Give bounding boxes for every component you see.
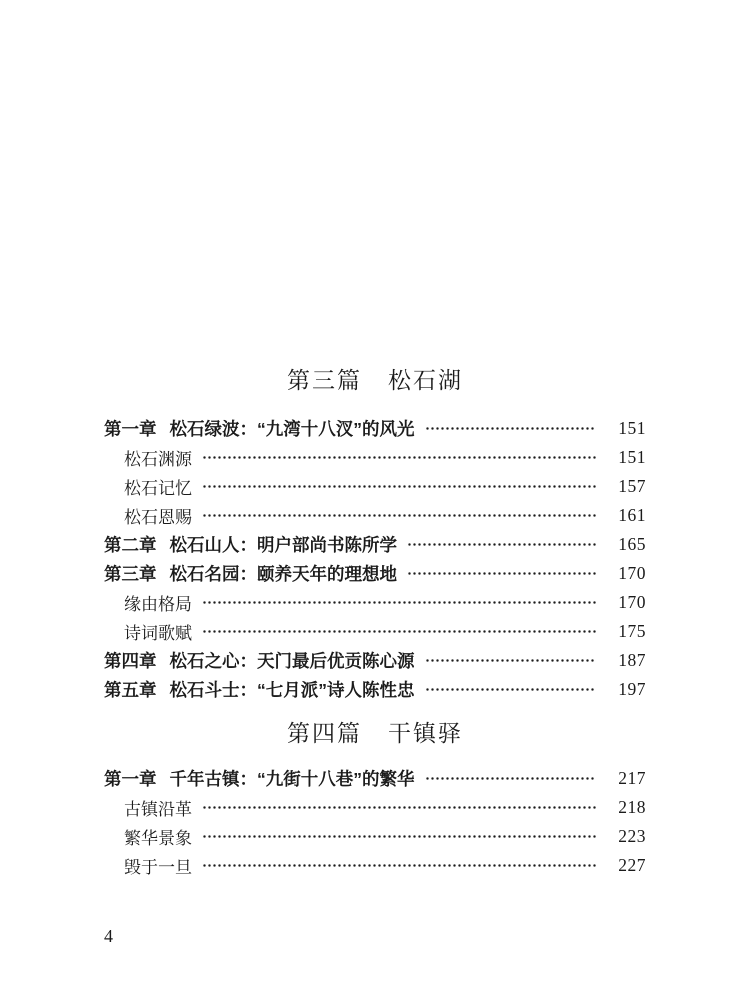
- entry-page-number: 151: [618, 447, 646, 467]
- toc-entry: [104, 764, 646, 793]
- toc-section: [104, 719, 646, 880]
- toc-entry: [104, 501, 646, 530]
- chapter-label: 第四章: [104, 651, 157, 671]
- entry-page-number: 197: [618, 679, 646, 699]
- entry-title: 古镇沿革: [124, 800, 192, 819]
- dot-leader: [202, 851, 596, 880]
- entry-page-number: 217: [618, 768, 646, 788]
- entry-title: 缘由格局: [124, 595, 192, 614]
- entry-list: [104, 414, 646, 704]
- entry-title: 松石渊源: [124, 450, 192, 469]
- dot-leader: [202, 588, 596, 617]
- dot-leader: [425, 764, 597, 793]
- toc-content: [104, 0, 646, 880]
- toc-entry: [104, 559, 646, 588]
- dot-leader: [425, 646, 597, 675]
- entry-page-number: 161: [618, 505, 646, 525]
- chapter-label: 第三章: [104, 564, 157, 584]
- entry-title: 诗词歌赋: [124, 624, 192, 643]
- dot-leader: [202, 793, 596, 822]
- part-heading: [104, 366, 646, 396]
- chapter-label: 第一章: [104, 769, 157, 789]
- part-heading-label: 第四篇: [287, 721, 362, 746]
- dot-leader: [425, 414, 597, 443]
- page-folio: 4: [104, 926, 113, 946]
- dot-leader: [202, 822, 596, 851]
- entry-page-number: 165: [618, 534, 646, 554]
- part-heading-label: 第三篇: [287, 368, 362, 393]
- toc-entry: [104, 675, 646, 704]
- toc-entry: [104, 617, 646, 646]
- dot-leader: [202, 472, 596, 501]
- entry-page-number: 218: [618, 797, 646, 817]
- entry-page-number: 157: [618, 476, 646, 496]
- toc-entry: [104, 530, 646, 559]
- entry-title: 松石绿波：“九湾十八汊”的风光: [169, 419, 415, 439]
- entry-page-number: 170: [618, 592, 646, 612]
- part-heading-title: 干镇驿: [388, 721, 463, 746]
- chapter-label: 第二章: [104, 535, 157, 555]
- entry-page-number: 223: [618, 826, 646, 846]
- part-heading: [104, 719, 646, 749]
- entry-page-number: 175: [618, 621, 646, 641]
- dot-leader: [202, 443, 596, 472]
- entry-page-number: 187: [618, 650, 646, 670]
- entry-title: 繁华景象: [124, 829, 192, 848]
- dot-leader: [407, 559, 596, 588]
- toc-entry: [104, 414, 646, 443]
- chapter-label: 第一章: [104, 419, 157, 439]
- dot-leader: [407, 530, 596, 559]
- entry-list: [104, 764, 646, 880]
- entry-title: 松石记忆: [124, 479, 192, 498]
- entry-title: 松石山人：明户部尚书陈所学: [169, 535, 397, 555]
- entry-title: 松石斗士：“七月派”诗人陈性忠: [169, 680, 415, 700]
- toc-entry: [104, 443, 646, 472]
- dot-leader: [425, 675, 597, 704]
- entry-title: 千年古镇：“九街十八巷”的繁华: [169, 769, 415, 789]
- entry-page-number: 227: [618, 855, 646, 875]
- toc-entry: [104, 588, 646, 617]
- entry-page-number: 151: [618, 418, 646, 438]
- toc-section: [104, 366, 646, 704]
- toc-entry: [104, 646, 646, 675]
- dot-leader: [202, 617, 596, 646]
- entry-title: 松石名园：颐养天年的理想地: [169, 564, 397, 584]
- entry-title: 松石恩赐: [124, 508, 192, 527]
- part-heading-title: 松石湖: [388, 368, 463, 393]
- chapter-label: 第五章: [104, 680, 157, 700]
- toc-entry: [104, 472, 646, 501]
- entry-title: 松石之心：天门最后优贡陈心源: [169, 651, 415, 671]
- dot-leader: [202, 501, 596, 530]
- toc-entry: [104, 851, 646, 880]
- entry-title: 毁于一旦: [124, 858, 192, 877]
- toc-entry: [104, 793, 646, 822]
- toc-entry: [104, 822, 646, 851]
- entry-page-number: 170: [618, 563, 646, 583]
